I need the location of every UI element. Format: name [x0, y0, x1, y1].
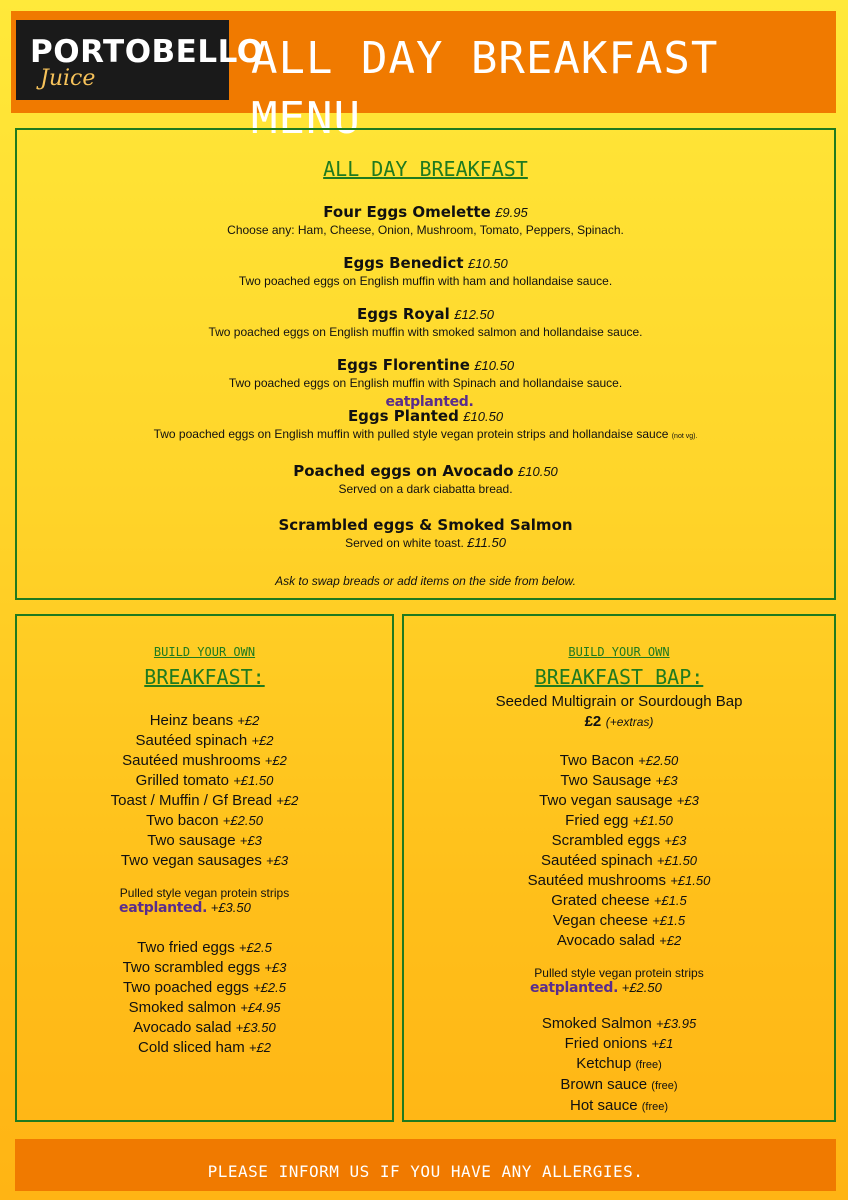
item-price: £10.50 — [463, 409, 504, 424]
section-title: BREAKFAST: — [144, 665, 265, 689]
section-subtitle: BUILD YOUR OWN — [153, 645, 256, 659]
addon-price: +£3 — [266, 853, 289, 868]
list-item — [404, 931, 834, 951]
logo-subtext: Juice — [40, 66, 96, 91]
list-item — [404, 1054, 834, 1075]
item-note: (not vg). — [671, 433, 698, 440]
bap-base-price-row — [404, 712, 834, 732]
list-item — [404, 791, 834, 811]
build-bap-section — [402, 614, 836, 1122]
section-title: BREAKFAST BAP: — [534, 665, 704, 689]
addon-price: +£1.50 — [233, 773, 274, 788]
item-name: Four Eggs Omelette — [323, 203, 491, 221]
addon-price: +£3 — [664, 833, 687, 848]
list-item — [17, 771, 392, 791]
addon-price: +£1 — [651, 1036, 674, 1051]
addon-name: Vegan cheese — [552, 912, 648, 929]
addon-name: Toast / Muffin / Gf Bread — [110, 792, 273, 809]
addon-name: Sautéed spinach — [540, 852, 653, 869]
addon-price: +£2 — [264, 753, 287, 768]
list-item — [404, 851, 834, 871]
addon-free-tag: (free) — [641, 1101, 668, 1113]
allergy-footer: PLEASE INFORM US IF YOU HAVE ANY ALLERGIES. — [15, 1139, 836, 1191]
addon-name: Heinz beans — [149, 712, 234, 729]
list-item — [404, 1014, 834, 1034]
addon-price: +£1.50 — [656, 853, 698, 868]
addon-price: +£2 — [237, 713, 260, 728]
addon-list — [404, 1014, 834, 1117]
item-price: £9.95 — [495, 205, 528, 220]
addon-name: Grilled tomato — [135, 772, 230, 789]
addon-name: Sautéed spinach — [135, 732, 248, 749]
addon-name: Two Bacon — [559, 752, 634, 769]
list-item — [404, 811, 834, 831]
list-item — [17, 751, 392, 771]
planted-label: Pulled style vegan protein strips — [534, 966, 704, 980]
item-name: Eggs Benedict — [343, 254, 464, 272]
addon-price: +£3.95 — [656, 1016, 697, 1031]
addon-price: +£1.50 — [632, 813, 673, 828]
addon-name: Fried egg — [565, 812, 629, 829]
addon-price: +£2.5 — [253, 980, 286, 995]
addon-name: Ketchup — [576, 1055, 632, 1072]
menu-item — [17, 305, 834, 340]
addon-name: Smoked salmon — [128, 999, 237, 1016]
planted-label: Pulled style vegan protein strips — [119, 886, 290, 900]
planted-row — [530, 980, 662, 996]
addon-list — [17, 938, 392, 1058]
page-title: ALL DAY BREAKFAST MENU — [251, 33, 719, 144]
addon-list — [404, 751, 834, 951]
addon-price: +£3 — [676, 793, 699, 808]
section-subtitle: BUILD YOUR OWN — [568, 645, 670, 659]
item-name: Eggs Planted — [347, 407, 459, 425]
addon-name: Hot sauce — [570, 1097, 638, 1114]
swap-note: Ask to swap breads or add items on the side from below. — [275, 574, 576, 588]
bap-base-price: £2 — [584, 713, 602, 730]
addon-list — [17, 711, 392, 871]
list-item — [404, 831, 834, 851]
item-price: £11.50 — [467, 535, 506, 550]
list-item — [404, 891, 834, 911]
planted-row — [119, 900, 251, 916]
menu-item — [17, 462, 834, 497]
menu-item — [17, 356, 834, 391]
list-item — [17, 998, 392, 1018]
addon-name: Smoked Salmon — [541, 1015, 652, 1032]
addon-name: Cold sliced ham — [138, 1039, 245, 1056]
menu-item — [17, 516, 834, 551]
addon-price: +£2.50 — [222, 813, 263, 828]
item-name: Scrambled eggs & Smoked Salmon — [278, 516, 573, 534]
addon-name: Two bacon — [146, 812, 219, 829]
list-item — [17, 711, 392, 731]
build-breakfast-section — [15, 614, 394, 1122]
logo — [16, 20, 264, 100]
item-description: Two poached eggs on English muffin with pulled style vegan protein strips and hollandaise sauce — [153, 427, 669, 441]
addon-price: +£1.5 — [653, 893, 687, 908]
list-item — [17, 791, 392, 811]
list-item — [17, 1018, 392, 1038]
addon-name: Two vegan sausage — [539, 792, 673, 809]
addon-price: +£3 — [264, 960, 287, 975]
addon-price: +£2 — [276, 793, 299, 808]
list-item — [404, 1075, 834, 1096]
section-title: ALL DAY BREAKFAST — [323, 157, 528, 181]
addon-name: Two sausage — [147, 832, 236, 849]
addon-price: +£2 — [251, 733, 274, 748]
addon-price: +£1.5 — [652, 913, 686, 928]
addon-price: +£3.50 — [235, 1020, 276, 1035]
addon-price: +£4.95 — [240, 1000, 281, 1015]
addon-price: +£1.50 — [670, 873, 711, 888]
addon-name: Avocado salad — [556, 932, 655, 949]
list-item — [17, 1038, 392, 1058]
item-description: Choose any: Ham, Cheese, Onion, Mushroom, Tomato, Peppers, Spinach. — [227, 223, 624, 237]
list-item — [404, 1034, 834, 1054]
addon-name: Two vegan sausages — [120, 852, 262, 869]
list-item — [17, 831, 392, 851]
list-item — [17, 731, 392, 751]
list-item — [17, 811, 392, 831]
item-description: Served on a dark ciabatta bread. — [338, 482, 513, 496]
addon-name: Two fried eggs — [137, 939, 235, 956]
addon-name: Grated cheese — [551, 892, 650, 909]
header-bar — [11, 11, 836, 144]
bap-bread: Seeded Multigrain or Sourdough Bap — [495, 693, 743, 710]
addon-price: +£3.50 — [210, 900, 251, 915]
list-item — [17, 851, 392, 871]
eatplanted-logo: eatplanted. — [385, 394, 474, 410]
list-item — [17, 958, 392, 978]
addon-price: +£3 — [655, 773, 678, 788]
list-item — [17, 978, 392, 998]
addon-price: +£3 — [239, 833, 262, 848]
bap-base-note: (+extras) — [605, 715, 654, 729]
item-description: Two poached eggs on English muffin with smoked salmon and hollandaise sauce. — [208, 325, 643, 339]
list-item — [404, 751, 834, 771]
item-price: £10.50 — [474, 358, 515, 373]
item-description: Two poached eggs on English muffin with Spinach and hollandaise sauce. — [228, 376, 623, 390]
addon-price: +£2.50 — [638, 753, 679, 768]
menu-item — [17, 203, 834, 238]
menu-item — [17, 254, 834, 289]
item-name: Poached eggs on Avocado — [293, 462, 514, 480]
item-name: Eggs Royal — [357, 305, 450, 323]
addon-price: +£2.50 — [621, 980, 662, 995]
list-item — [404, 911, 834, 931]
addon-price: +£2.5 — [238, 940, 272, 955]
addon-name: Sautéed mushrooms — [122, 752, 261, 769]
addon-price: +£2 — [659, 933, 682, 948]
addon-name: Scrambled eggs — [551, 832, 661, 849]
addon-free-tag: (free) — [651, 1080, 678, 1092]
addon-name: Two scrambled eggs — [122, 959, 261, 976]
logo-text: PORTOBELLO — [30, 34, 264, 70]
list-item — [17, 938, 392, 958]
addon-name: Two Sausage — [560, 772, 652, 789]
item-description: Two poached eggs on English muffin with ham and hollandaise sauce. — [238, 274, 613, 288]
eatplanted-logo: eatplanted. — [119, 900, 208, 916]
item-price: £12.50 — [454, 307, 494, 322]
addon-name: Sautéed mushrooms — [527, 872, 667, 889]
list-item — [404, 871, 834, 891]
list-item — [404, 1096, 834, 1117]
addon-name: Avocado salad — [133, 1019, 232, 1036]
addon-price: +£2 — [248, 1040, 271, 1055]
addon-name: Brown sauce — [560, 1076, 648, 1093]
item-description: Served on white toast. — [345, 536, 464, 550]
all-day-breakfast-section — [15, 128, 836, 600]
addon-free-tag: (free) — [635, 1059, 662, 1071]
list-item — [404, 771, 834, 791]
item-price: £10.50 — [518, 464, 558, 479]
item-name: Eggs Florentine — [336, 356, 470, 374]
menu-item — [17, 394, 834, 445]
addon-name: Fried onions — [564, 1035, 648, 1052]
eatplanted-logo: eatplanted. — [530, 980, 619, 996]
addon-name: Two poached eggs — [122, 979, 249, 996]
item-price: £10.50 — [467, 256, 508, 271]
